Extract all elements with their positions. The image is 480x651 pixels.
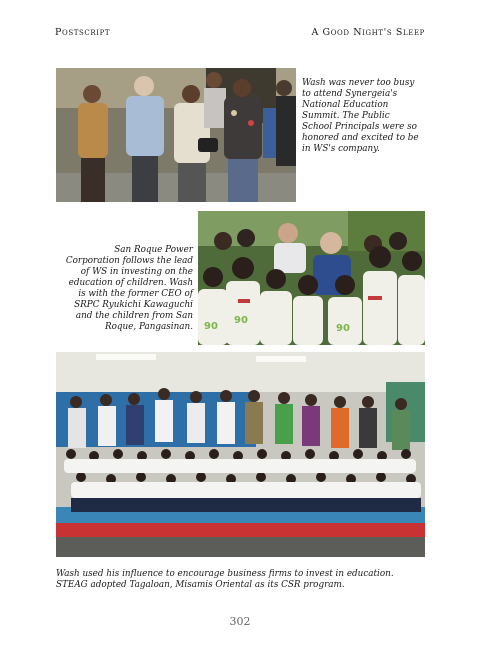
photo-san-roque-children [198,211,425,345]
header-section-title: Postscript [55,27,111,38]
photo-principals-summit [56,68,296,202]
caption-steag-tagaloan: Wash used his influence to encourage business firms to invest in education. STEAG adopted Tagaloan, Misamis Oriental as its CSR program. [56,568,394,590]
shirt-print-text: 90 [204,321,218,332]
caption-san-roque: San Roque Power Corporation follows the lead of WS in investing on the education of children. Wash is with the former CEO of SRPC Ryukichi Kawaguchi and the children from San Roque, Pangasinan. [65,244,193,332]
page-number: 302 [229,615,251,628]
shirt-print-text: 90 [336,323,350,334]
photo-tagaloan-school-group [56,352,425,557]
caption-principals-summit: Wash was never too busy to attend Synergeia's National Education Summit. The Public School Principals were so honored and excited to be in WS's company. [302,77,419,154]
shirt-print-text: 90 [234,315,248,326]
header-chapter-title: A Good Night's Sleep [311,27,425,38]
running-header [55,27,425,41]
